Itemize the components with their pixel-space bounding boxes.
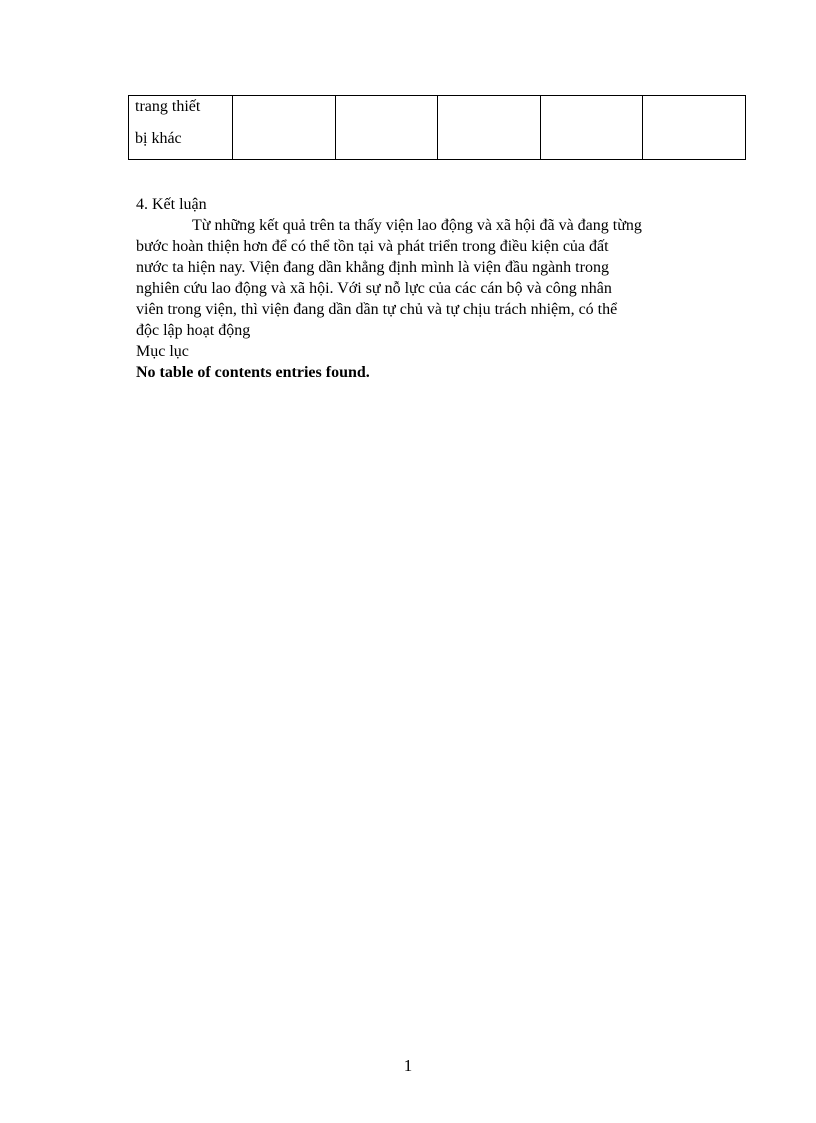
conclusion-line-5: viên trong viện, thì viện đang dần dần tự chủ và tự chịu trách nhiệm, có thể [136, 301, 618, 318]
section-heading: 4. Kết luận [136, 196, 207, 213]
table-cell-empty [438, 96, 541, 160]
page-number: 1 [403, 1056, 413, 1075]
table-cell-empty [540, 96, 643, 160]
conclusion-line-2: bước hoàn thiện hơn để có thể tồn tại và phát triển trong điều kiện của đất [136, 238, 609, 255]
table-cell-text-line-2: bị khác [135, 130, 182, 147]
table-cell-empty [335, 96, 438, 160]
toc-empty-message: No table of contents entries found. [136, 364, 370, 381]
toc-title: Mục lục [136, 343, 189, 360]
table-row [129, 96, 746, 160]
table-cell-empty [643, 96, 746, 160]
table-cell-empty [233, 96, 336, 160]
conclusion-line-3: nước ta hiện nay. Viện đang dần khẳng định mình là viện đầu ngành trong [136, 259, 609, 276]
conclusion-line-4: nghiên cứu lao động và xã hội. Với sự nỗ lực của các cán bộ và công nhân [136, 280, 612, 297]
conclusion-section [136, 194, 736, 383]
conclusion-line-1: Từ những kết quả trên ta thấy viện lao động và xã hội đã và đang từng [192, 217, 642, 234]
conclusion-line-6: độc lập hoạt động [136, 322, 251, 339]
table-cell-text-line-1: trang thiết [135, 98, 201, 115]
equipment-table [128, 95, 746, 160]
